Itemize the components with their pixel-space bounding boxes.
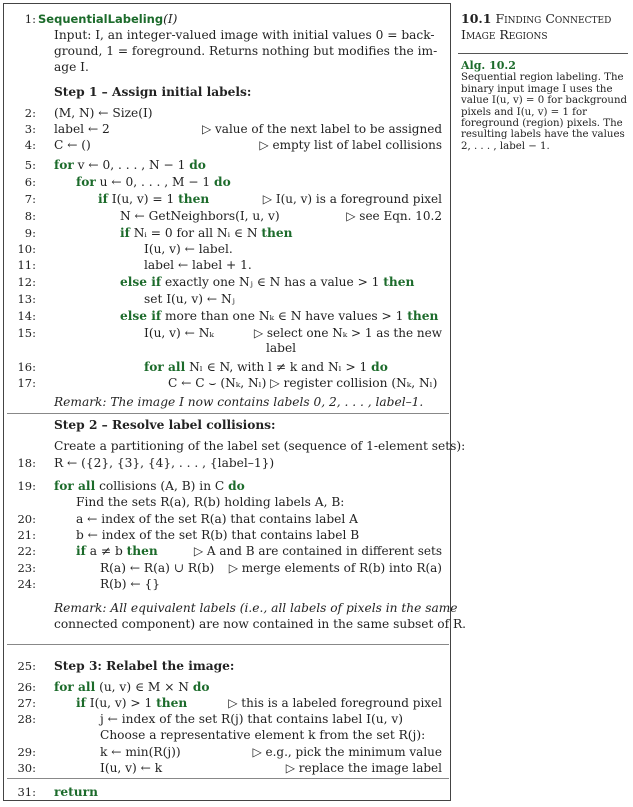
line-text <box>120 226 292 240</box>
line-text: (M, N) ← Size(I) <box>54 106 153 120</box>
line-text: N ← GetNeighbors(I, u, v) <box>120 209 280 223</box>
code: I(u, v) > 1 <box>85 696 157 710</box>
line-text: j ← index of the set R(j) that contains label I(u, v) <box>100 712 403 726</box>
code: exactly one Nⱼ ∈ N has a value > 1 <box>161 275 384 289</box>
line-number: 7: <box>24 192 36 206</box>
line-number: 22: <box>17 544 36 558</box>
line-text <box>54 158 206 172</box>
line-text: k ← min(R(j)) <box>100 745 181 759</box>
code: (u, v) ∈ M × N <box>95 680 193 694</box>
keyword: for all <box>54 479 96 493</box>
line-number: 27: <box>17 696 36 710</box>
remark-text: Remark: All equivalent labels (i.e., all labels of pixels in the same <box>54 601 458 615</box>
line-number: 31: <box>17 785 36 799</box>
line-text <box>98 192 209 206</box>
keyword: then <box>407 309 439 323</box>
keyword: then <box>261 226 293 240</box>
line-text: label ← label + 1. <box>144 258 252 272</box>
keyword: do <box>192 680 210 694</box>
line-text <box>120 309 438 323</box>
code: Nₗ ∈ N, with l ≠ k and Nₗ > 1 <box>185 360 372 374</box>
line-number: 21: <box>17 528 36 542</box>
divider <box>458 53 628 54</box>
line-number: 28: <box>17 712 36 726</box>
line-number: 4: <box>24 138 36 152</box>
line-text <box>54 785 98 799</box>
algorithm-arg: (I) <box>163 12 178 26</box>
keyword: do <box>371 360 388 374</box>
line-text: C ← C ⌣ (Nₖ, Nₗ) ▷ register collision (Nₖ, Nₗ) <box>168 376 438 390</box>
keyword: do <box>228 479 245 493</box>
input-line-3: age I. <box>54 60 89 74</box>
section-heading <box>461 11 631 43</box>
line-text: R(b) ← {} <box>100 577 160 591</box>
line-comment: ▷ select one Nₖ > 1 as the new <box>253 326 442 340</box>
line-comment-cont: label <box>266 341 297 355</box>
divider <box>7 413 449 414</box>
line-text: a ← index of the set R(a) that contains label A <box>76 512 358 526</box>
algorithm-caption <box>461 60 629 152</box>
line-number: 30: <box>17 761 36 775</box>
code: collisions (A, B) in C <box>95 479 229 493</box>
keyword: else if <box>120 275 162 289</box>
line-text <box>144 360 388 374</box>
keyword: else if <box>120 309 162 323</box>
input-line-2: ground, 1 = foreground. Returns nothing but modifies the im- <box>54 44 438 58</box>
keyword: if <box>98 192 108 206</box>
line-number: 24: <box>17 577 36 591</box>
remark-1: Remark: The image I now contains labels 0, 2, . . . , label–1. <box>54 395 424 409</box>
section-number: 10.1 <box>461 11 492 26</box>
line-text <box>76 696 187 710</box>
keyword: if <box>76 544 86 558</box>
step2-heading: Step 2 – Resolve label collisions: <box>54 418 276 432</box>
algorithm-header <box>38 12 177 26</box>
partition-note: Create a partitioning of the label set (sequence of 1-element sets): <box>54 439 466 453</box>
line-text: label ← 2 <box>54 122 110 136</box>
line-text <box>120 275 414 289</box>
line-comment: ▷ e.g., pick the minimum value <box>252 745 442 759</box>
keyword: then <box>383 275 415 289</box>
keyword: for all <box>54 680 96 694</box>
line-text: R(a) ← R(a) ∪ R(b) <box>100 561 215 575</box>
keyword: do <box>214 175 231 189</box>
line-text: C ← () <box>54 138 91 152</box>
code: I(u, v) = 1 <box>107 192 179 206</box>
line-number: 23: <box>17 561 36 575</box>
step1-heading: Step 1 – Assign initial labels: <box>54 85 252 99</box>
line-number: 15: <box>17 326 36 340</box>
keyword: if <box>120 226 130 240</box>
line-comment: ▷ merge elements of R(b) into R(a) <box>228 561 442 575</box>
line-number: 11: <box>17 258 36 272</box>
line-text <box>76 175 231 189</box>
choose-note: Choose a representative element k from the set R(j): <box>100 728 426 742</box>
keyword: return <box>54 785 98 799</box>
line-number: 8: <box>24 209 36 223</box>
code: Nᵢ = 0 for all Nᵢ ∈ N <box>129 226 262 240</box>
line-number: 14: <box>17 309 36 323</box>
keyword: for <box>76 175 96 189</box>
line-text: I(u, v) ← Nₖ <box>144 326 214 340</box>
code: a ≠ b <box>85 544 127 558</box>
line-text <box>54 680 209 694</box>
line-number: 17: <box>17 376 36 390</box>
line-comment: ▷ I(u, v) is a foreground pixel <box>262 192 442 206</box>
line-number: 20: <box>17 512 36 526</box>
keyword: then <box>178 192 210 206</box>
divider <box>7 644 449 645</box>
line-number: 5: <box>24 158 36 172</box>
line-text <box>76 544 158 558</box>
line-number: 12: <box>17 275 36 289</box>
line-comment: ▷ value of the next label to be assigned <box>201 122 442 136</box>
remark-2-line-2: connected component) are now contained in the same subset of R. <box>54 617 467 631</box>
line-number: 16: <box>17 360 36 374</box>
line-text: b ← index of the set R(b) that contains label B <box>76 528 360 542</box>
line-comment: ▷ replace the image label <box>285 761 442 775</box>
line-text: set I(u, v) ← Nⱼ <box>144 292 235 306</box>
line-comment: ▷ see Eqn. 10.2 <box>346 209 442 223</box>
line-comment: ▷ this is a labeled foreground pixel <box>228 696 442 710</box>
keyword: for <box>54 158 74 172</box>
line-number: 6: <box>24 175 36 189</box>
line-number: 29: <box>17 745 36 759</box>
line-number: 25: <box>17 659 36 673</box>
code: v ← 0, . . . , N − 1 <box>73 158 190 172</box>
code: more than one Nₖ ∈ N have values > 1 <box>161 309 408 323</box>
line-number: 18: <box>17 456 36 470</box>
line-text <box>54 479 245 493</box>
line-text: I(u, v) ← k <box>100 761 163 775</box>
find-note: Find the sets R(a), R(b) holding labels A, B: <box>76 495 345 509</box>
code: u ← 0, . . . , M − 1 <box>95 175 215 189</box>
line-number: 13: <box>17 292 36 306</box>
keyword: if <box>76 696 86 710</box>
caption-title: Alg. 10.2 <box>461 59 516 72</box>
line-comment: ▷ A and B are contained in different sets <box>193 544 442 558</box>
keyword: do <box>189 158 206 172</box>
remark-2-line-1 <box>54 601 458 615</box>
divider <box>7 778 449 779</box>
input-line-1: Input: I, an integer-valued image with initial values 0 = back- <box>54 28 435 42</box>
line-number: 9: <box>24 226 36 240</box>
line-number: 19: <box>17 479 36 493</box>
keyword: then <box>126 544 158 558</box>
step3-heading: Step 3: Relabel the image: <box>54 659 235 673</box>
section-title: Finding Connected Image Regions <box>461 11 612 42</box>
line-number: 26: <box>17 680 36 694</box>
algorithm-name: SequentialLabeling <box>38 12 164 26</box>
line-number: 3: <box>24 122 36 136</box>
line-number: 10: <box>17 242 36 256</box>
keyword: then <box>156 696 188 710</box>
line-text: R ← ({2}, {3}, {4}, . . . , {label–1}) <box>54 456 275 470</box>
line-number: 2: <box>24 106 36 120</box>
line-text: I(u, v) ← label. <box>144 242 233 256</box>
keyword: for all <box>144 360 186 374</box>
line-comment: ▷ empty list of label collisions <box>259 138 442 152</box>
line-number: 1: <box>24 12 36 26</box>
algorithm-box <box>3 3 467 801</box>
caption-text: Sequential region labeling. The binary input image I uses the value I(u, v) = 0 for background pixels and I(u, v) = 1 for foreground (region) pixels. The resulting labels have the values 2, . . . , label − 1. <box>461 72 628 152</box>
